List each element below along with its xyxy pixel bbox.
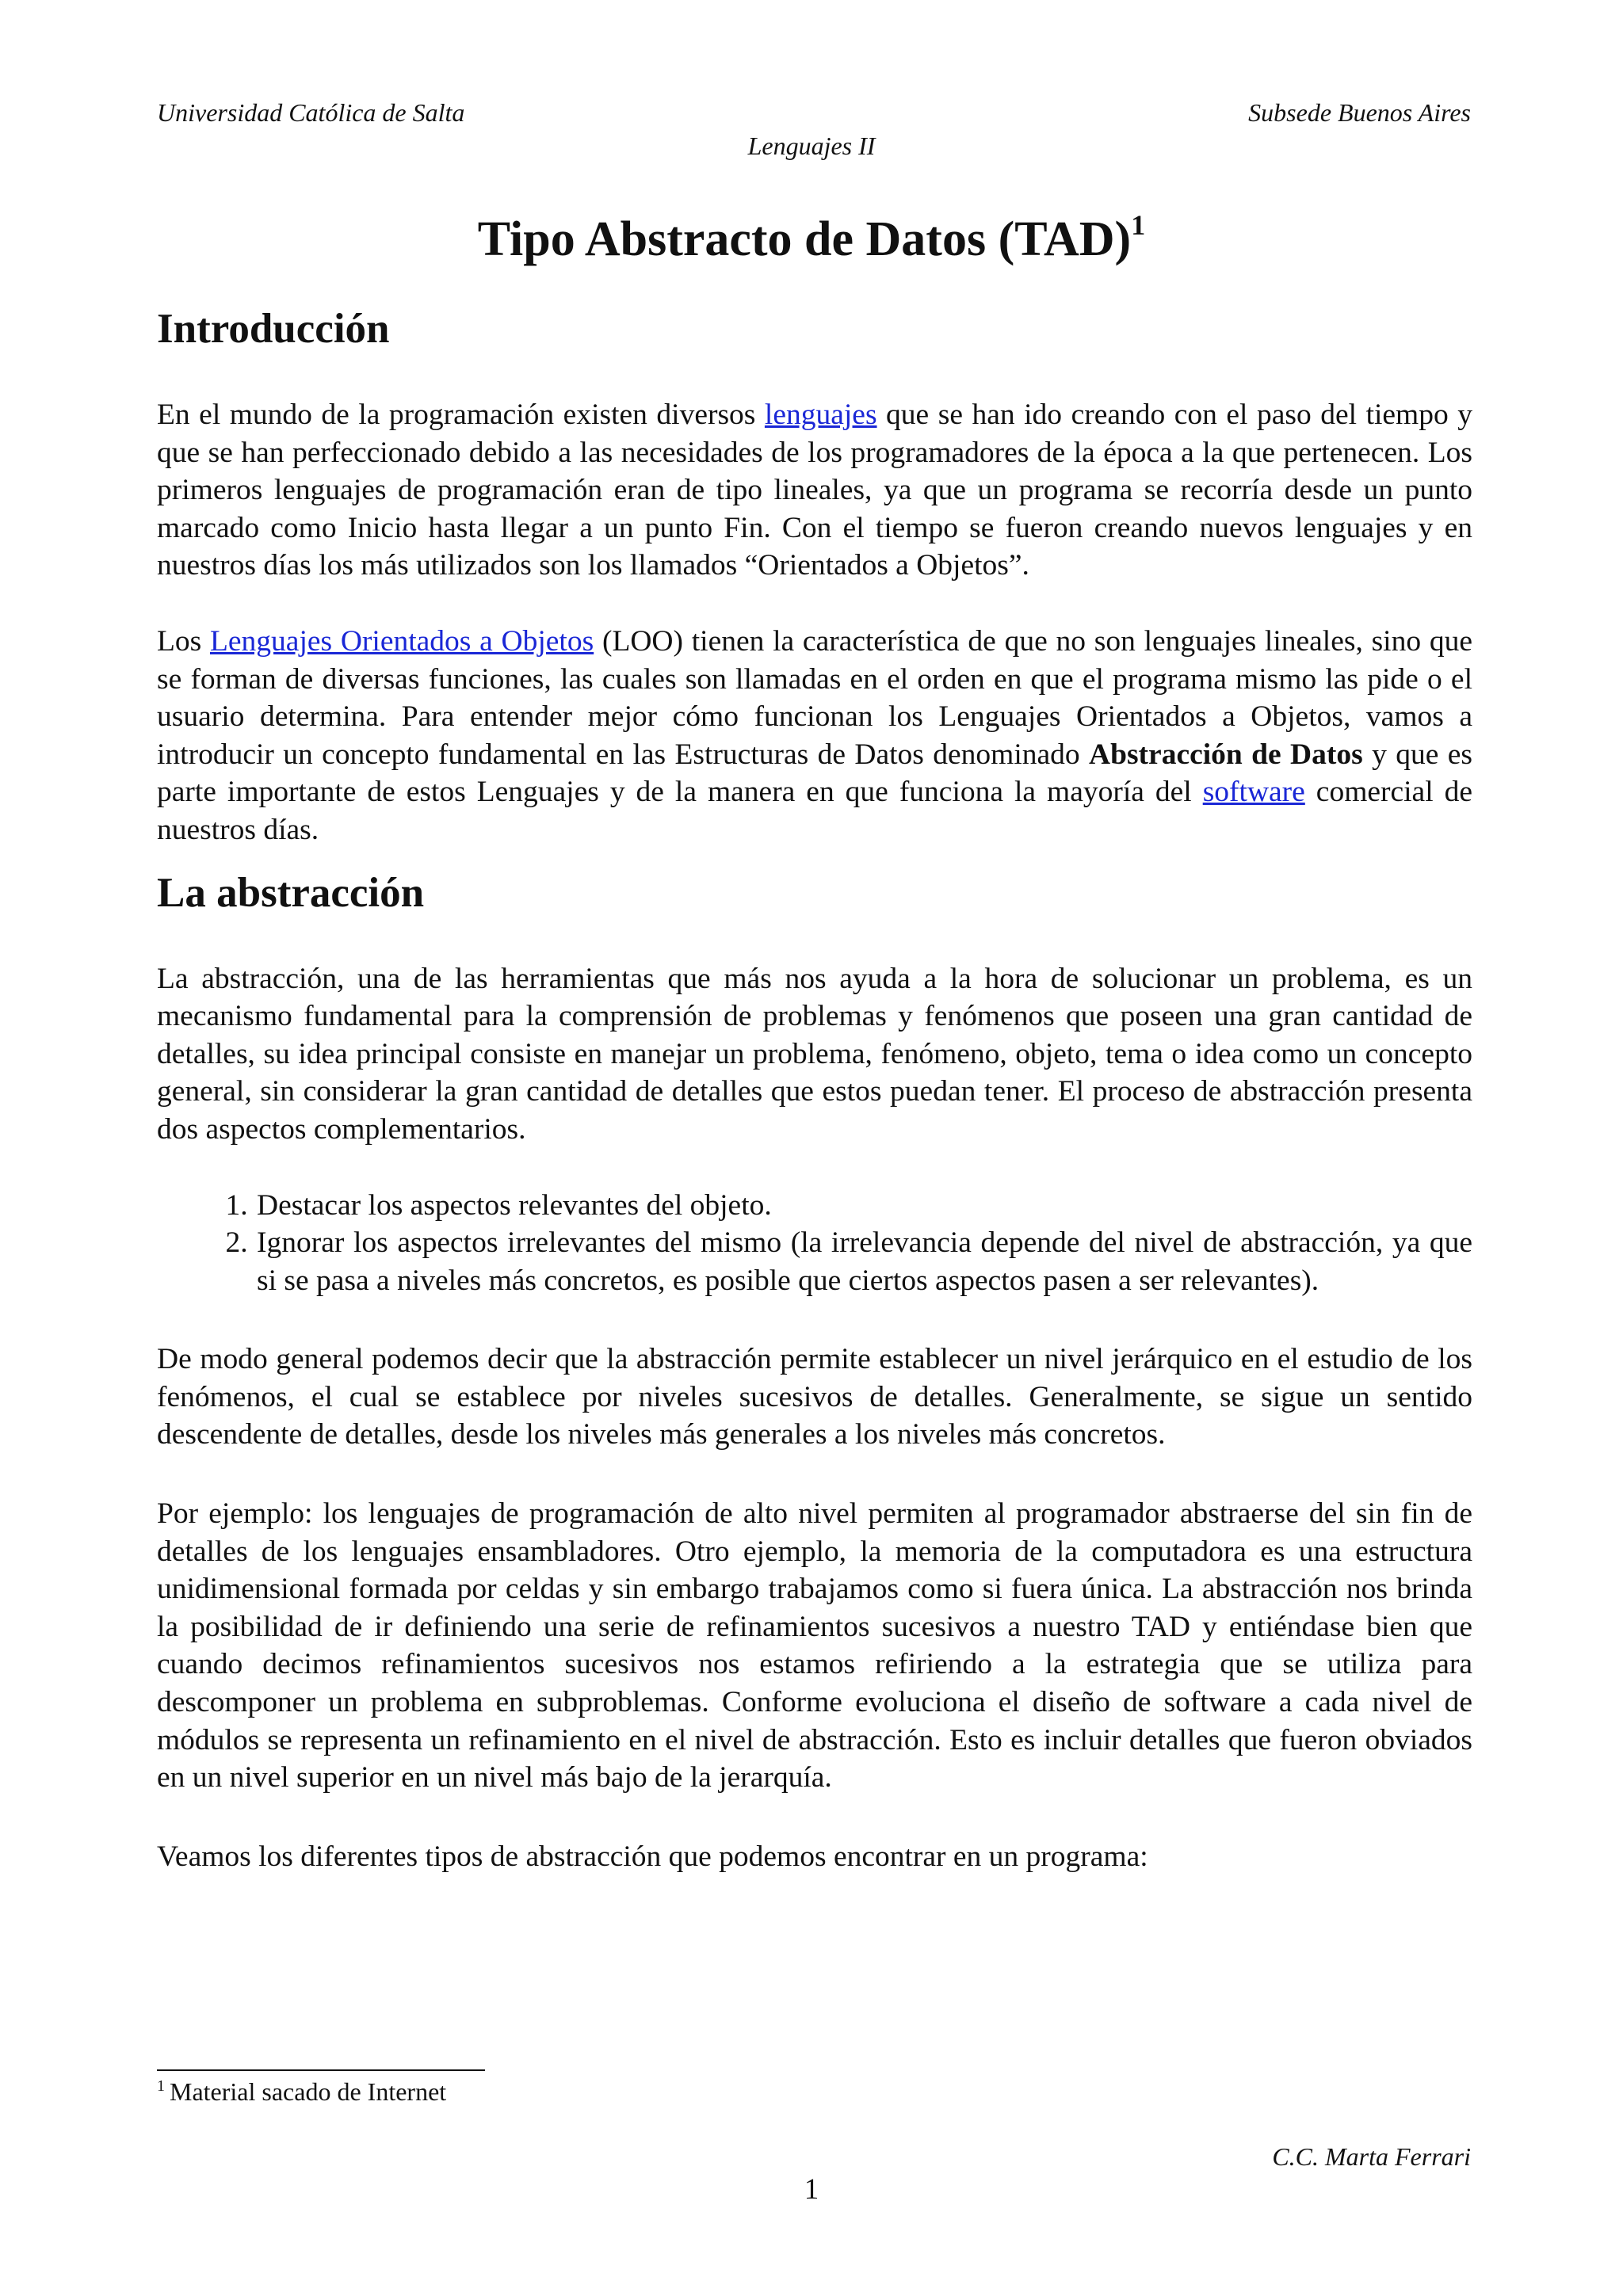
abstraccion-paragraph-3: Por ejemplo: los lenguajes de programación de alto nivel permiten al programador abstraerse del sin fin de detalles de los lenguajes ensambladores. Otro ejemplo, la memoria de la computadora es una estructura unidimensional formada por celdas y sin embargo trabajamos como si fuera única. La abstracción nos brinda la posibilidad de ir definiendo una serie de refinamientos sucesivos a nuestro TAD y entiéndase bien que cuando decimos refinamientos sucesivos nos estamos refiriendo a la estrategia que se utiliza para descomponer un problema en subproblemas. Conforme evoluciona el diseño de software a cada nivel de módulos se representa un refinamiento en el nivel de abstracción. Esto es incluir detalles que fueron obviados en un nivel superior en un nivel más bajo de la jerarquía.	[157, 1497, 1472, 1794]
header-course: Lenguajes II	[747, 132, 876, 160]
footnote-number: 1	[157, 2077, 165, 2095]
header-institution: Universidad Católica de Salta	[157, 98, 465, 127]
link-lenguajes[interactable]: lenguajes	[764, 399, 877, 431]
abstraccion-paragraph-4: Veamos los diferentes tipos de abstracción que podemos encontrar en un programa:	[157, 1840, 1148, 1873]
intro-paragraph-2: Los Lenguajes Orientados a Objetos (LOO) tienen la característica de que no son lenguajes lineales, sino que se forman de diversas funciones, las cuales son llamadas en el orden en que el programa mismo las pide o el usuario determina. Para entender mejor cómo funcionan los Lenguajes Orientados a Objetos, vamos a introducir un concepto fundamental en las Estructuras de Datos denominado Abstracción de Datos y que es parte importante de estos Lenguajes y de la manera en que funciona la mayoría del software comercial de nuestros días.	[157, 624, 1472, 846]
document-body	[157, 301, 1472, 1875]
list-item: 2. Ignorar los aspectos irrelevantes del mismo (la irrelevancia depende del nivel de abstracción, ya que si se pasa a niveles más concretos, es posible que ciertos aspectos pasen a ser relevantes).	[255, 1224, 1472, 1299]
list-item: 1. Destacar los aspectos relevantes del objeto.	[255, 1187, 1472, 1225]
heading-introduccion: Introducción	[157, 306, 390, 352]
page-number: 1	[804, 2173, 819, 2206]
link-lenguajes-orientados-a-objetos[interactable]: Lenguajes Orientados a Objetos	[210, 624, 594, 658]
document-title	[0, 208, 1623, 271]
footer-author: C.C. Marta Ferrari	[1272, 2142, 1471, 2171]
title-footnote-ref[interactable]: 1	[1131, 209, 1146, 241]
abstraccion-paragraph-1: La abstracción, una de las herramientas que más nos ayuda a la hora de solucionar un problema, es un mecanismo fundamental para la comprensión de problemas y fenómenos que poseen una gran cantidad de detalles, su idea principal consiste en manejar un problema, fenómeno, objeto, tema o idea como un concepto general, sin considerar la gran cantidad de detalles que estos puedan tener. El proceso de abstracción presenta dos aspectos complementarios.	[157, 962, 1472, 1146]
header-campus: Subsede Buenos Aires	[1248, 98, 1471, 127]
aspects-list	[157, 1187, 1472, 1300]
bold-abstraccion-de-datos: Abstracción de Datos	[1089, 738, 1363, 771]
heading-la-abstraccion: La abstracción	[157, 869, 425, 916]
footnote	[157, 2076, 446, 2107]
footnote-divider	[157, 2069, 485, 2071]
document-title-text: Tipo Abstracto de Datos (TAD)	[477, 212, 1132, 266]
link-software[interactable]: software	[1202, 776, 1305, 809]
abstraccion-paragraph-2: De modo general podemos decir que la abstracción permite establecer un nivel jerárquico en el estudio de los fenómenos, el cual se establece por niveles sucesivos de detalles. Generalmente, se sigue un sentido descendente de detalles, desde los niveles más generales a los niveles más concretos.	[157, 1343, 1472, 1451]
footnote-text: Material sacado de Internet	[170, 2077, 447, 2106]
intro-paragraph-1: En el mundo de la programación existen diversos lenguajes que se han ido creando con el paso del tiempo y que se han perfeccionado debido a las necesidades de los programadores de la época a la que pertenecen. Los primeros lenguajes de programación eran de tipo lineales, ya que un programa se recorría desde un punto marcado como Inicio hasta llegar a un punto Fin. Con el tiempo se fueron creando nuevos lenguajes y en nuestros días los más utilizados son los llamados “Orientados a Objetos”.	[157, 399, 1472, 582]
